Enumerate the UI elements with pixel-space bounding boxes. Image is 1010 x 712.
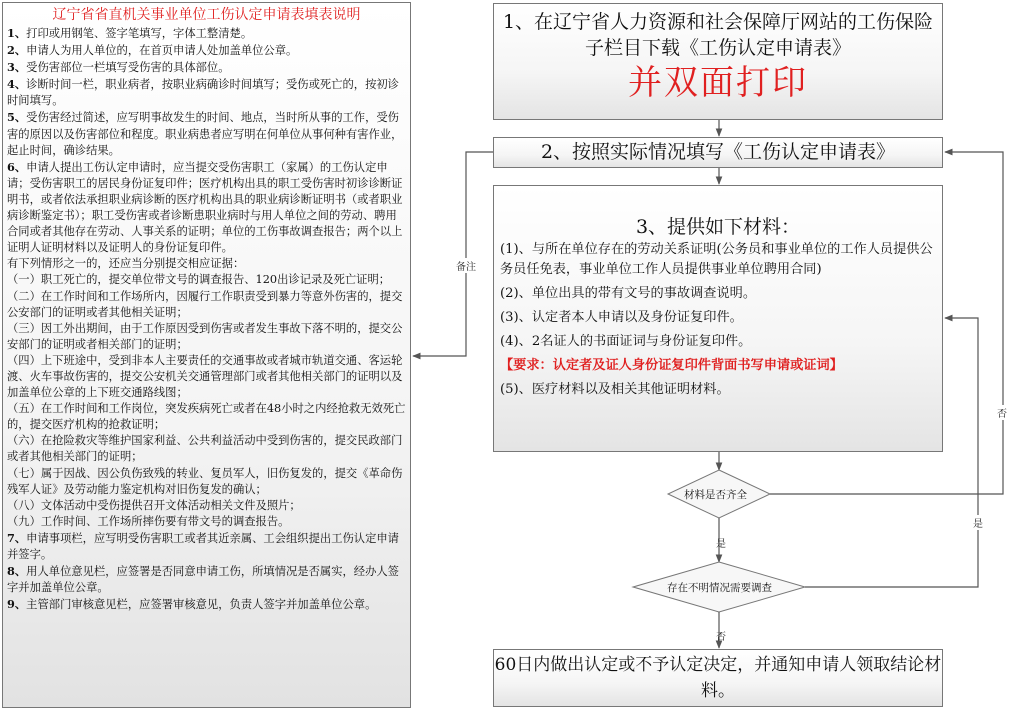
instruction-number: 8、 bbox=[7, 564, 27, 579]
instruction-text: （七）属于因战、因公负伤致残的转业、复员军人，旧伤复发的，提交《革命伤残军人证》及劳动能力鉴定机构对旧伤复发的确认； bbox=[7, 466, 403, 496]
step2-text: 2、按照实际情况填写《工伤认定申请表》 bbox=[540, 141, 896, 163]
instruction-number: 6、 bbox=[7, 159, 27, 174]
instruction-text: （四）上下班途中，受到非本人主要责任的交通事故或者城市轨道交通、客运轮渡、火车事故伤害的，提交公安机关交通管理部门或者其他相关部门的证明以及加盖单位公章的上下班交通路线图； bbox=[7, 353, 403, 400]
instruction-text: （九）工作时间、工作场所摔伤要有带文号的调查报告。 bbox=[7, 514, 290, 528]
arrow-note-to-panel bbox=[413, 152, 493, 356]
yes-label-decision2-loop: 是 bbox=[973, 515, 983, 530]
step3-item-3: (3)、认定者本人申请以及身份证复印件。 bbox=[500, 310, 743, 325]
decision2-label: 存在不明情况需要调查 bbox=[667, 582, 772, 594]
step1-box bbox=[493, 3, 943, 120]
instruction-text: 有下列情形之一的，还应当分别提交相应证据： bbox=[7, 257, 245, 271]
step1-text: 1、在辽宁省人力资源和社会保障厅网站的工伤保险子栏目下载《工伤认定申请表》 bbox=[502, 11, 934, 59]
instruction-text: 申请事项栏，应写明受伤害职工或者其近亲属、工会组织提出工伤认定申请并签字。 bbox=[7, 531, 399, 561]
instruction-number: 7、 bbox=[7, 530, 27, 545]
instruction-text: 受伤害经过简述，应写明事故发生的时间、地点，当时所从事的工作，受伤害的原因以及伤害部位和程度。职业病患者应写明在何单位从事何种有害作业，起止时间，确诊结果。 bbox=[7, 111, 403, 157]
instruction-number: 4、 bbox=[7, 77, 27, 92]
no-label-decision1-loop: 否 bbox=[997, 405, 1007, 420]
instruction-text: 申请人为用人单位的，在首页申请人处加盖单位公章。 bbox=[26, 44, 298, 58]
decision1-label: 材料是否齐全 bbox=[684, 489, 747, 501]
step3-item-4: (4)、2名证人的书面证词与身份证复印件。 bbox=[500, 334, 752, 349]
step4-box bbox=[493, 649, 943, 707]
step3-items bbox=[494, 240, 942, 400]
step3-item-1: (1)、与所在单位存在的劳动关系证明(公务员和事业单位的工作人员提供公务员任免表，事业单位工作人员提供事业单位聘用合同) bbox=[500, 242, 933, 277]
step2-box bbox=[493, 137, 943, 168]
step3-requirement: 【要求：认定者及证人身份证复印件背面书写申请或证词】 bbox=[500, 358, 843, 373]
instruction-text: 申请人提出工伤认定申请时，应当提交受伤害职工（家属）的工伤认定申请；受伤害职工的居民身份证复印件；医疗机构出具的职工受伤害时初诊诊断证明书，或者依法承担职业病诊断的医疗机构出具的职业病诊断证明书（或者职业病诊断鉴定书）；职工受伤害或者诊断患职业病时与用人单位之间的劳动、聘用合同或者其他存在劳动、人事关系的证明；单位的工伤事故调查报告；两个以上证明人证明材料以及证明人的身份证复印件。 bbox=[7, 160, 403, 255]
step4-text: 60日内做出认定或不予认定决定，并通知申请人领取结论材料。 bbox=[494, 655, 942, 701]
step3-box bbox=[493, 185, 943, 452]
instruction-text: 打印或用钢笔、签字笔填写，字体工整清楚。 bbox=[26, 27, 253, 40]
note-label: 备注 bbox=[456, 258, 476, 273]
instruction-text: （六）在抢险救灾等维护国家利益、公共利益活动中受到伤害的，提交民政部门或者其他相关部门的证明； bbox=[7, 434, 403, 464]
step3-title: 3、提供如下材料： bbox=[635, 216, 801, 238]
yes-label-decision1: 是 bbox=[716, 539, 726, 550]
step3-item-2: (2)、单位出具的带有文号的事故调查说明。 bbox=[500, 286, 757, 301]
instruction-text: （三）因工外出期间，由于工作原因受到伤害或者发生事故下落不明的，提交公安部门的证明或者相关部门的证明； bbox=[7, 321, 403, 351]
step3-item-5: (5)、医疗材料以及相关其他证明材料。 bbox=[500, 382, 730, 397]
instruction-text: （八）文体活动中受伤提供召开文体活动相关文件及照片； bbox=[7, 498, 301, 512]
instruction-number: 5、 bbox=[7, 110, 27, 125]
instruction-text: 主管部门审核意见栏，应签署审核意见，负责人签字并加盖单位公章。 bbox=[26, 598, 377, 612]
step1-emphasis: 并双面打印 bbox=[628, 63, 808, 103]
instruction-text: （一）职工死亡的，提交单位带文号的调查报告、120出诊记录及死亡证明； bbox=[7, 273, 391, 287]
instruction-number: 1、 bbox=[7, 26, 27, 40]
instruction-number: 3、 bbox=[7, 60, 27, 75]
instruction-text: （五）在工作时间和工作岗位，突发疾病死亡或者在48小时之内经抢救无效死亡的，提交医疗机构的抢救证明； bbox=[7, 402, 406, 432]
instruction-text: 受伤害部位一栏填写受伤害的具体部位。 bbox=[26, 61, 230, 75]
instruction-text: 用人单位意见栏，应签署是否同意申请工伤，所填情况是否属实，经办人签字并加盖单位公章。 bbox=[7, 565, 399, 595]
no-label-decision2: 否 bbox=[716, 632, 726, 643]
instructions-title: 辽宁省省直机关事业单位工伤认定申请表填表说明 bbox=[52, 7, 361, 23]
instruction-number: 2、 bbox=[7, 43, 27, 58]
instruction-text: 诊断时间一栏，职业病者，按职业病确诊时间填写；受伤或死亡的，按初诊时间填写。 bbox=[7, 78, 399, 108]
instruction-text: （二）在工作时间和工作场所内，因履行工作职责受到暴力等意外伤害的，提交公安部门的证明或者其他相关证明； bbox=[7, 289, 403, 319]
instruction-number: 9、 bbox=[7, 597, 27, 612]
